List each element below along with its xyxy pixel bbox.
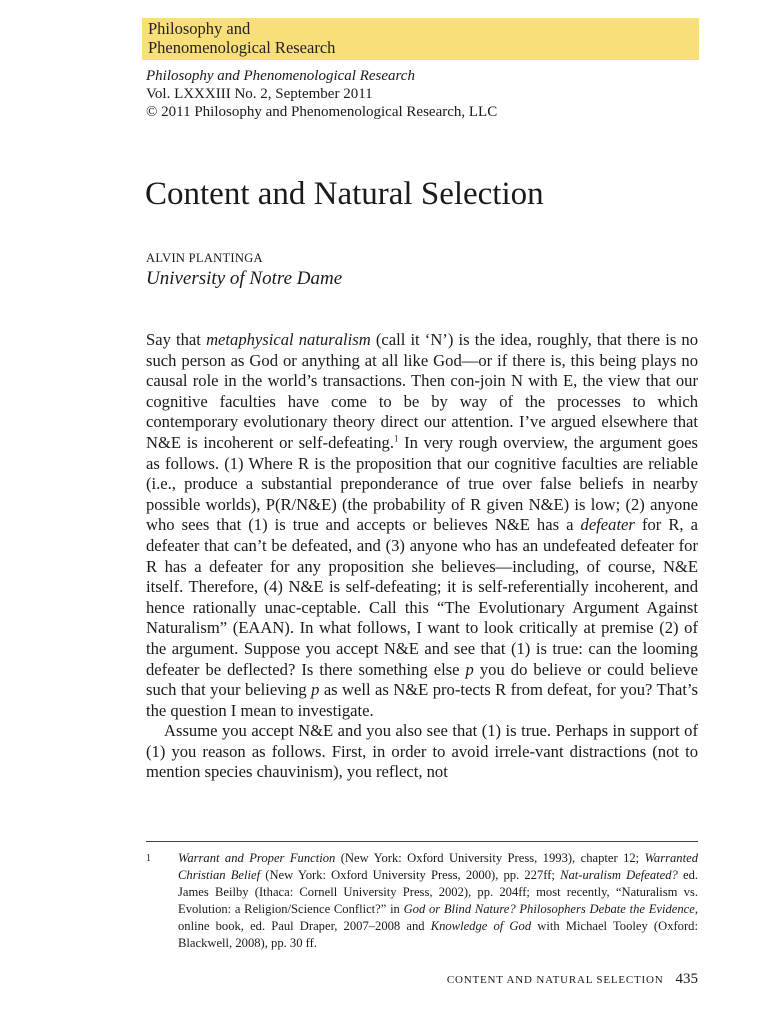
text-run: Say that <box>146 330 207 349</box>
text-run: (New York: Oxford University Press, 2000), pp. 227ff; <box>260 868 561 882</box>
article-title: Content and Natural Selection <box>145 176 544 212</box>
article-body <box>146 330 698 783</box>
citation-title: Knowledge of God <box>430 919 532 933</box>
journal-logo-line1: Philosophy and <box>148 19 251 38</box>
emphasis: p <box>465 659 474 679</box>
text-run: (New York: Oxford University Press, 1993), chapter 12; <box>335 851 645 865</box>
text-run: with Michael Tooley (Oxford: Blackwell, 2008), pp. 30 ff. <box>178 919 698 950</box>
journal-logo-text <box>148 19 335 57</box>
body-paragraph-2: Assume you accept N&E and you also see that (1) is true. Perhaps in support of (1) you reason as follows. First, in order to avoid irrele-vant distractions (not to mention species chauvinism), you reflect, not <box>146 721 698 782</box>
journal-copyright: © 2011 Philosophy and Phenomenological Research, LLC <box>146 104 498 120</box>
citation-title: Warrant and Proper Function <box>178 851 336 865</box>
footnote-1 <box>146 850 698 952</box>
footnote-text <box>178 850 698 952</box>
text-run: for R, a defeater that can’t be defeated, and (3) anyone who has an undefeated defeater for R has a defeater for any proposition she believes—including, of course, N&E itself. Therefore, (4) N&E is self-defeating; it is self-referentially incoherent, and hence rationally unac-ceptable. Call this “The Evolutionary Argument Against Naturalism” (EAAN). In what follows, I want to look critically at premise (2) of the argument. Suppose you accept N&E and see that (1) is true: can the looming defeater be deflected? Is there something else <box>146 515 698 679</box>
author-affiliation: University of Notre Dame <box>146 268 343 289</box>
footnote-ref-1[interactable]: 1 <box>393 433 399 444</box>
author-name: ALVIN PLANTINGA <box>146 251 263 265</box>
journal-name: Philosophy and Phenomenological Research <box>146 68 415 84</box>
text-run: as well as N&E pro-tects R from defeat, for you? That’s the question I mean to investigate. <box>146 680 698 720</box>
citation-title: Nat-uralism Defeated? <box>560 868 678 882</box>
journal-logo-band <box>142 18 699 60</box>
emphasis: p <box>311 680 320 700</box>
citation-title: God or Blind Nature? Philosophers Debate the Evidence <box>403 902 695 916</box>
footnote-divider <box>146 841 698 842</box>
emphasis: defeater <box>580 515 635 535</box>
text-run: In very rough overview, the argument goes as follows. (1) Where R is the proposition that our cognitive faculties are reliable (i.e., produce a substantial preponderance of true over false beliefs in nearby possible worlds), P(R/N&E) (the probability of R given N&E) is low; (2) anyone who sees that (1) is true and accepts or believes N&E has a <box>146 432 698 535</box>
running-head: CONTENT AND NATURAL SELECTION <box>446 974 664 986</box>
body-paragraph-1 <box>146 330 698 721</box>
journal-meta <box>146 67 497 121</box>
journal-volume: Vol. LXXXIII No. 2, September 2011 <box>146 86 373 102</box>
journal-logo-line2: Phenomenological Research <box>148 38 336 57</box>
text-run: ed. James Beilby (Ithaca: Cornell University Press, 2002), pp. 204ff; most recently, “Naturalism vs. Evolution: a Religion/Science Conflict?” in <box>178 868 699 916</box>
page-number: 435 <box>675 971 698 987</box>
emphasis: metaphysical naturalism <box>206 330 371 349</box>
page-footer <box>440 970 698 988</box>
text-run: you do believe or could believe such that your believing <box>146 659 698 700</box>
text-run: (call it ‘N’) is the idea, roughly, that there is no such person as God or anything at all like God—or if there is, this being plays no causal role in the world’s transactions. Then con-join N with E, the view that our cognitive faculties have come to be by way of the processes to which contemporary evolutionary theory direct our attention. I’ve argued elsewhere that N&E is incoherent or self-defeating. <box>146 330 699 452</box>
text-run: , online book, ed. Paul Draper, 2007–2008 and <box>178 902 698 933</box>
citation-title: Warranted Christian Belief <box>178 851 698 882</box>
footnote-number: 1 <box>146 853 151 864</box>
